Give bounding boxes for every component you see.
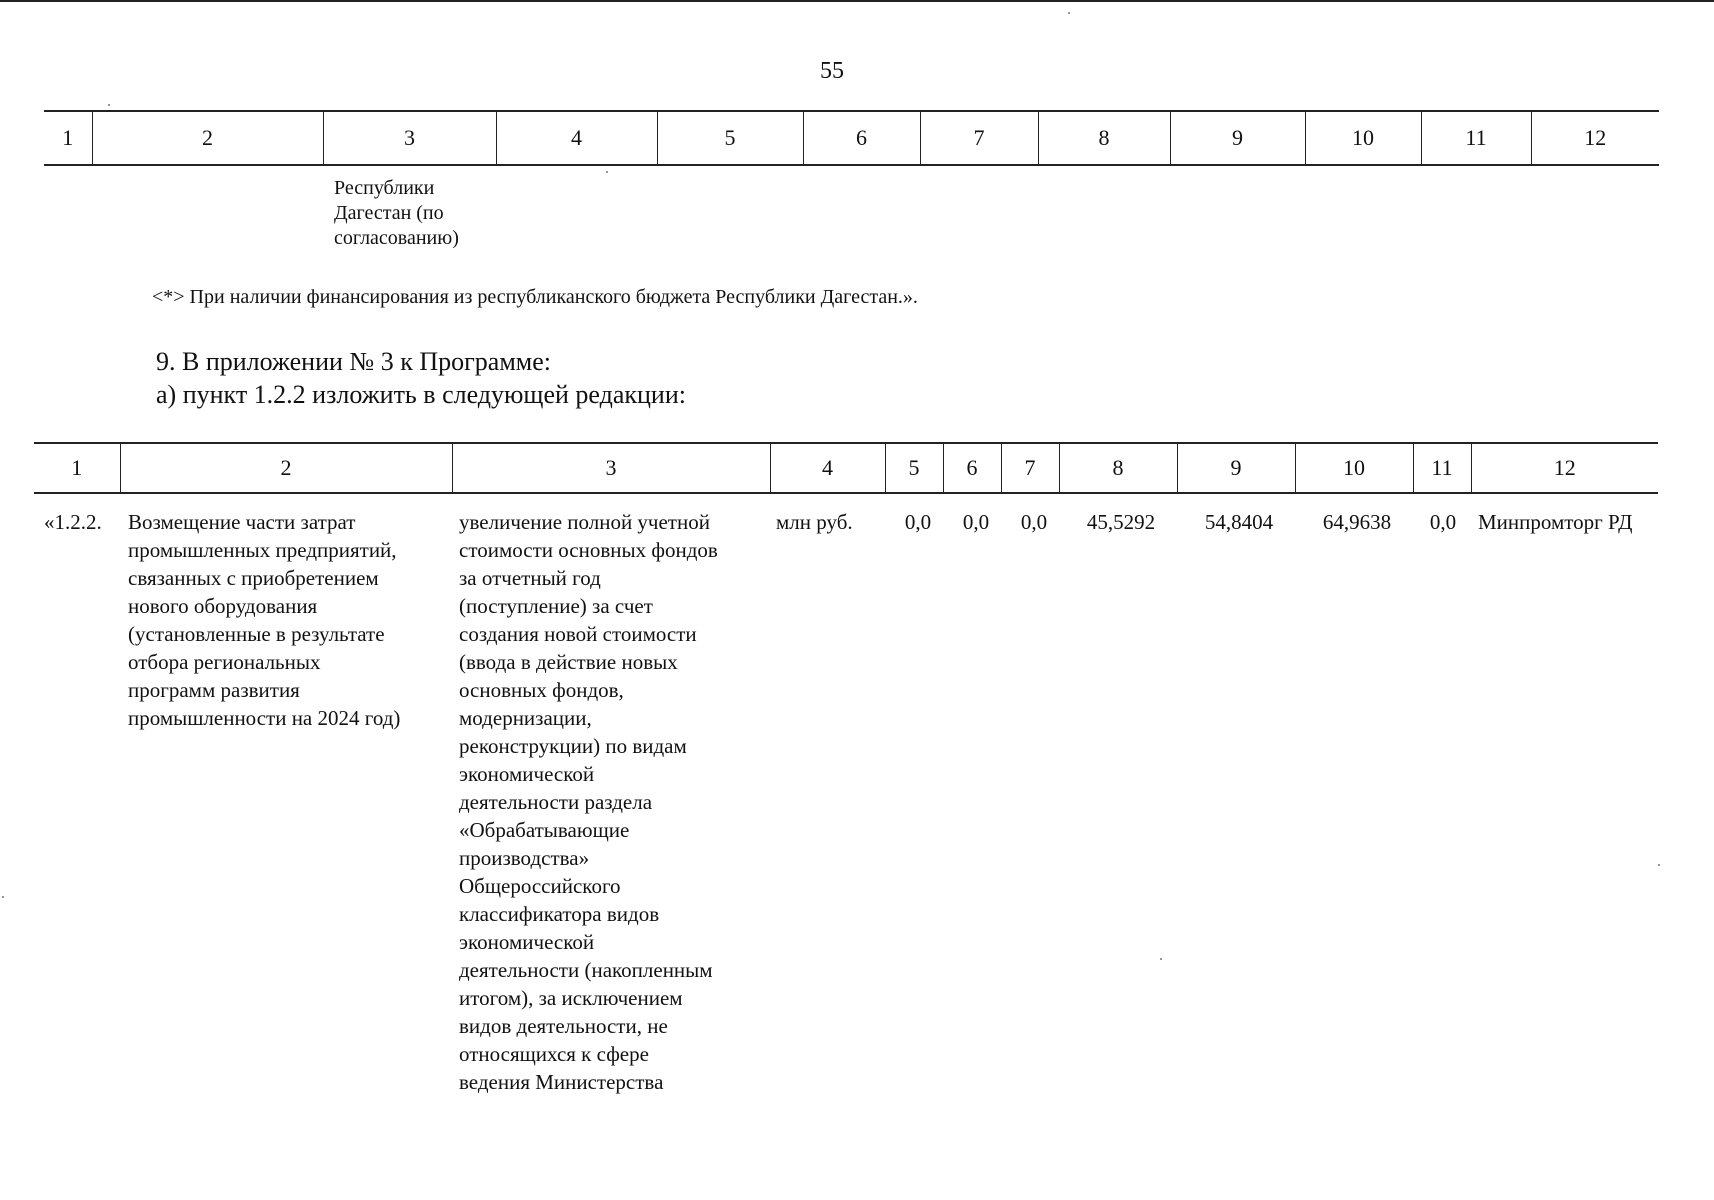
column-header: 11: [1413, 443, 1471, 493]
column-header: 1: [71, 455, 83, 480]
table-header-row: [34, 443, 1658, 493]
section-heading-line: 9. В приложении № 3 к Программе:: [156, 347, 551, 376]
value-cell: 0,0: [962, 510, 990, 534]
column-header: 3: [323, 111, 496, 165]
measure-name: Возмещение части затрат промышленных предприятий, связанных с приобретением нового оборудования (установленные в результате отбора региональных программ развития промышленности на 2024 год): [128, 510, 401, 730]
column-header: 10: [1295, 443, 1413, 493]
value-cell: 0,0: [904, 510, 932, 534]
column-header: 3: [452, 443, 770, 493]
scan-speck: [2, 896, 4, 898]
page-top-edge: [0, 0, 1714, 2]
value-cell: 0,0: [1429, 510, 1457, 534]
column-header: 2: [120, 443, 452, 493]
scan-speck: [1658, 864, 1660, 866]
indicator-description: увеличение полной учетной стоимости основных фондов за отчетный год (поступление) за счет создания новой стоимости (ввода в действие новых основных фондов, модернизации, реконструкции) по видам экономической деятельности раздела «Обрабатывающие производства» Общероссийского классификатора видов экономической деятельности (накопленным итогом), за исключением видов деятельности, не относящихся к сфере ведения Министерства: [459, 510, 718, 1094]
value-cell: 45,5292: [1086, 510, 1156, 534]
column-header: 10: [1305, 111, 1421, 165]
column-header: 8: [1038, 111, 1170, 165]
value-cell: 64,9638: [1322, 510, 1392, 534]
table-header-row: [44, 111, 1659, 165]
page-number: 55: [820, 58, 844, 84]
column-header: 4: [770, 443, 885, 493]
unit-of-measure: млн руб.: [776, 510, 853, 534]
scan-speck: [108, 104, 110, 106]
value-cell: 54,8404: [1204, 510, 1274, 534]
column-header: 9: [1170, 111, 1305, 165]
column-header: 4: [496, 111, 657, 165]
scan-speck: [1068, 12, 1070, 14]
column-header: 12: [1471, 443, 1658, 493]
executor: Минпромторг РД: [1478, 510, 1633, 534]
column-header: 5: [657, 111, 803, 165]
footnote: <*> При наличии финансирования из республиканского бюджета Республики Дагестан.».: [152, 286, 918, 308]
section-heading-line: а) пункт 1.2.2 изложить в следующей редакции:: [156, 380, 686, 409]
column-header: 2: [92, 111, 323, 165]
column-header: 7: [920, 111, 1038, 165]
column-header: 11: [1421, 111, 1531, 165]
column-header: 5: [885, 443, 943, 493]
continuation-table-header: [44, 110, 1659, 166]
appendix-table-header: [34, 442, 1658, 494]
column-header: 12: [1531, 111, 1659, 165]
column-header: 6: [803, 111, 920, 165]
scan-speck: [1160, 958, 1162, 960]
column-header: 8: [1059, 443, 1177, 493]
column-header: 1: [62, 125, 74, 150]
section-heading: [156, 345, 686, 411]
row-number: «1.2.2.: [44, 510, 102, 534]
column-header: 7: [1001, 443, 1059, 493]
continuation-cell-text: Республики Дагестан (по согласованию): [334, 177, 459, 249]
column-header: 6: [943, 443, 1001, 493]
value-cell: 0,0: [1020, 510, 1048, 534]
scan-speck: [606, 171, 608, 173]
column-header: 9: [1177, 443, 1295, 493]
